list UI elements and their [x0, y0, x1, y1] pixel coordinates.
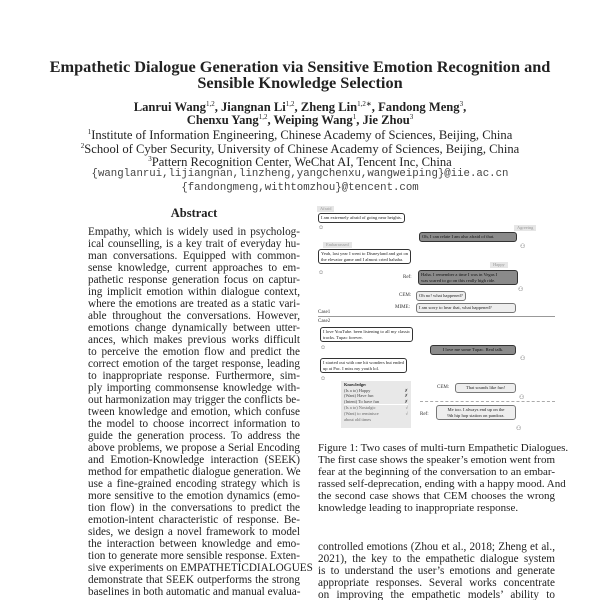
author-affiliation-mark: 3: [459, 100, 464, 108]
case2-label: Case2: [318, 319, 331, 324]
text-line: emotion-intent characteristic of response. Be-: [88, 514, 300, 526]
text-line: use a fine-grained encoding strategy which is: [88, 478, 300, 490]
ref-label: Ref:: [420, 412, 429, 417]
user-icon: ☺: [318, 225, 325, 231]
dashed-divider: [420, 401, 555, 402]
text-line: able throughout the conversations. However,: [88, 310, 300, 322]
author-line-2: [0, 111, 600, 127]
knowledge-text: (Intent) To have fun: [344, 398, 380, 404]
text-line: guide the generation process. To address the: [88, 430, 300, 442]
author-name: , Zheng Lin: [294, 100, 358, 114]
text-line: 2021), the key to the empathetic dialogue system: [318, 553, 555, 565]
text-line: to inappropriate response. Furthermore, sim-: [88, 370, 300, 382]
knowledge-item: [344, 404, 408, 411]
emotion-tag: Happy: [490, 262, 508, 268]
text-line: pathetic response generation focus on captur-: [88, 274, 300, 286]
cross-icon: ✗: [404, 398, 408, 404]
knowledge-text: (Want) Have fun: [344, 393, 374, 399]
cross-icon: ✗: [404, 393, 408, 399]
user-icon: ☺: [320, 376, 327, 382]
text-line: knowledge leading to inappropriate response.: [318, 502, 519, 514]
system-bubble: Oh, I can relate I am also afraid of that.: [419, 232, 517, 242]
text-line: tion to generate more sensible response. Exten-: [88, 550, 300, 562]
email-line-1: {wanglanrui,lijiangnan,linzheng,yangchenxu,wangweiping}@iie.ac.cn: [91, 168, 509, 180]
text-line: above problems, we propose a Serial Encoding: [88, 442, 300, 454]
author-affiliation-mark: 3: [409, 113, 414, 121]
knowledge-text: about old times: [344, 416, 372, 422]
body-text: [318, 541, 555, 600]
text-line: tween knowledge and emotion, which confuse: [88, 406, 300, 418]
text-line: tion flow) in the conversations to predict the: [88, 502, 300, 514]
text-line: more sensitive to the emotion dynamics (emo-: [88, 490, 300, 502]
text-line: the model to choose incorrect information to: [88, 418, 300, 430]
text-line: ply importing commonsense knowledge with-: [88, 382, 300, 394]
paper-title-line-1: Empathetic Dialogue Generation via Sensitive Emotion Recognition and: [49, 57, 551, 76]
user-icon: ☺: [320, 345, 327, 351]
reference-bubble: Me too. I always end up on the 9th hip hop station on pandora.: [436, 405, 516, 420]
text-line: demonstrate that SEEK outperforms the strong: [88, 574, 300, 586]
text-line: the second case shows that CEM chooses the wrong: [318, 490, 555, 502]
ref-label: Ref:: [403, 275, 412, 280]
knowledge-text: (Is a to) Happy: [344, 387, 371, 393]
text-line: is to understand the user’s emotions and generate: [318, 565, 555, 577]
text-line: fear at the beginning of the conversation to an embar-: [318, 466, 555, 478]
text-line: ances, which makes previous works difficult: [88, 334, 300, 346]
author-affiliation-mark: 1: [352, 113, 357, 121]
author-name: , Jie Zhou: [356, 113, 410, 127]
user-bubble: I love YouTube. been listening to all my classic tracks. Tupac forever.: [320, 327, 413, 342]
author-name: Lanrui Wang: [133, 100, 206, 114]
cem-bubble: That sounds like fun!: [455, 383, 516, 393]
text-line: controlled emotions (Zhou et al., 2018; Zheng et al.,: [318, 541, 555, 553]
text-line: baselines in both automatic and manual evalua-: [88, 586, 301, 598]
robot-icon: ⚇: [516, 426, 522, 432]
emotion-tag: Afraid: [317, 206, 334, 212]
knowledge-box: Knowledge: (Is a to) Happy ✗ (Want) Have fun ✗ (Intent) To have fun ✗ (Is a to) Nostalgic √ (Want) to reminisce √ about old times: [341, 381, 411, 428]
text-line: man conversations. Equipped with common-: [88, 250, 300, 262]
author-name: , Jiangnan Li: [214, 100, 286, 114]
author-name: , Weiping Wang: [267, 113, 353, 127]
text-line: to perceive the emotion flow and predict the: [88, 346, 300, 358]
affiliation-3: $^3$Pattern Recognition Center, WeChat AI, Tencent Inc, China: [148, 155, 452, 169]
robot-icon: ⚇: [518, 287, 524, 293]
affiliation-1: $^1$Institute of Information Engineering, Chinese Academy of Sciences, Beijing, China: [87, 128, 513, 142]
text-line: on improving the empathetic models’ ability to: [318, 589, 555, 600]
text-line: sides, we design a novel framework to model: [88, 526, 300, 538]
user-bubble: I am extremely afraid of going near heights.: [318, 213, 405, 223]
author-affiliation-mark: 1,2: [205, 100, 215, 108]
check-icon: √: [405, 410, 408, 416]
paper-title-line-2: Sensible Knowledge Selection: [197, 73, 403, 92]
text-line: and Emotion-Knowledge interaction (SEEK): [88, 454, 300, 466]
text-line: sive experiments on EMPATHETICDIALOGUES: [88, 562, 313, 574]
text-line: emotions change dynamically between utter-: [88, 322, 300, 334]
abstract-heading: Abstract: [170, 206, 218, 220]
user-bubble: Yeah, last year I went to Disneyland and got on the elevator game and I almost cried hahaha.: [318, 249, 411, 264]
text-line: ical counselling, is a key trait of everyday hu-: [88, 238, 300, 250]
case-divider: [318, 316, 555, 317]
mime-label: MIME:: [395, 305, 410, 310]
text-line: correct emotion of the target response, leading: [88, 358, 300, 370]
mime-bubble: I am sorry to hear that, what happened?: [416, 303, 516, 313]
robot-icon: ⚇: [519, 395, 525, 401]
cem-label: CEM:: [399, 293, 412, 298]
text-line: ing implicit emotion within dialogue context,: [88, 286, 300, 298]
knowledge-item: [344, 417, 408, 423]
author-affiliation-mark: 1,2: [285, 100, 295, 108]
check-icon: √: [405, 405, 408, 411]
emotion-tag: Agreeing: [514, 225, 536, 231]
text-line: Empathy, which is widely used in psycholog-: [88, 226, 300, 238]
text-line: appropriate responses. Several works concentrate: [318, 577, 555, 589]
robot-icon: ⚇: [520, 244, 526, 250]
author-name: Chenxu Yang: [186, 113, 259, 127]
robot-icon: ⚇: [520, 356, 526, 362]
text-line: Figure 1: Two cases of multi-turn Empathetic Dialogues.: [318, 442, 569, 454]
email-line-2: {fandongmeng,withtomzhou}@tencent.com: [181, 182, 419, 194]
user-icon: ☺: [318, 270, 325, 276]
text-line: method for empathetic dialogue generation. We: [88, 466, 301, 478]
cem-bubble: Oh no! what happened?: [416, 291, 466, 301]
reference-bubble: Haha. I remember a time I was in Vegas I was scared to go on this really high ride.: [418, 270, 518, 285]
text-line: out harmonization may trigger the conflicts be-: [88, 394, 300, 406]
text-line: The first case shows the speaker’s emotion went from: [318, 454, 555, 466]
author-affiliation-mark: 1,2∗: [357, 100, 372, 108]
affiliation-2: $^2$School of Cyber Security, University of Chinese Academy of Sciences, Beijing, China: [80, 142, 520, 156]
text-line: the interaction between knowledge and emo-: [88, 538, 300, 550]
cross-icon: ✗: [404, 387, 408, 393]
case1-label: Case1: [318, 310, 331, 315]
author-name: ,: [463, 100, 467, 114]
abstract-body: [88, 226, 313, 598]
emotion-tag: Embarrassed: [323, 242, 352, 248]
author-affiliation-mark: 1,2: [258, 113, 268, 121]
text-line: rassed self-deprecation, ending with a happy mood. And: [318, 478, 566, 490]
text-line: sense knowledge, current approaches to em-: [88, 262, 300, 274]
author-name: , Fandong Meng: [371, 100, 460, 114]
knowledge-text: (Want) to reminisce: [344, 410, 379, 416]
user-bubble: I started out with one hit wonders but ended up at Pac. I miss my youth lol.: [320, 358, 407, 373]
knowledge-text: (Is a to) Nostalgic: [344, 405, 376, 411]
cem-label: CEM:: [437, 385, 450, 390]
figure-caption: [318, 442, 569, 514]
system-bubble: I love me some Tupac. Real talk.: [430, 345, 516, 355]
text-line: where the emotions are treated as a static vari-: [88, 298, 300, 310]
